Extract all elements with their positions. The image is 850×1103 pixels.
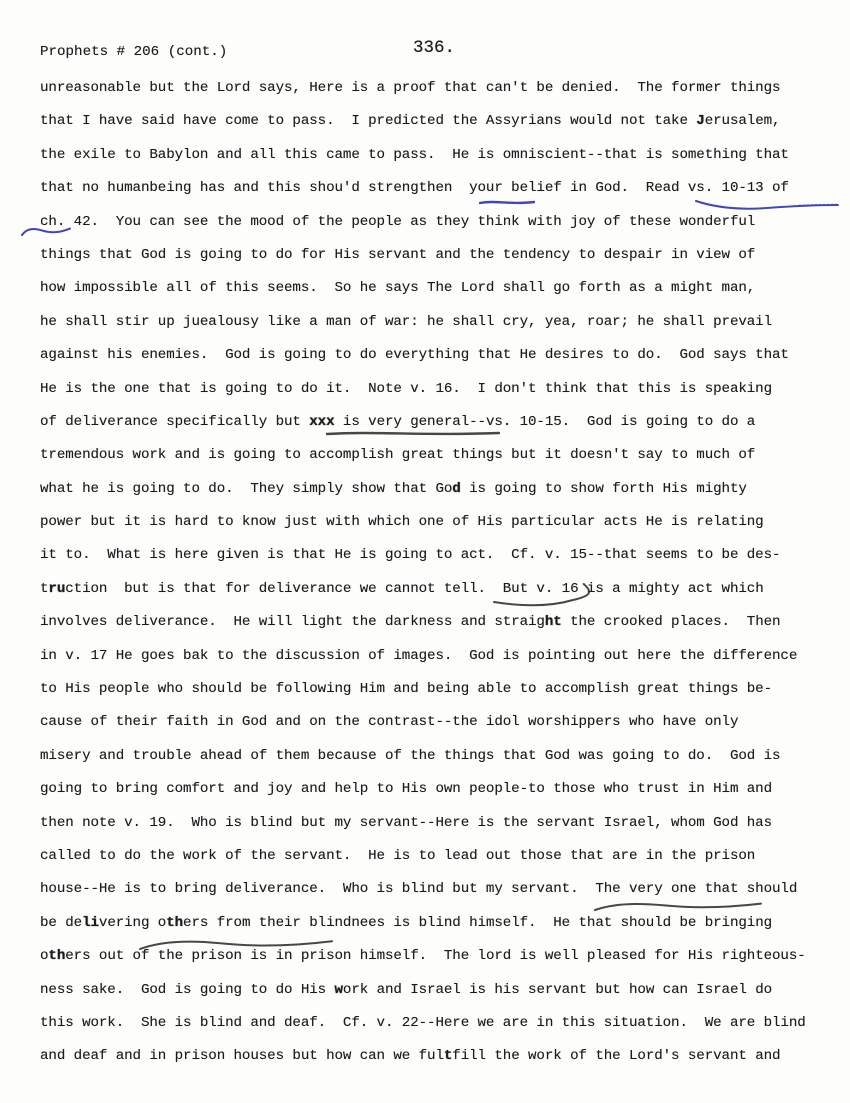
document-header <box>40 44 227 60</box>
overstruck-text: ht <box>544 614 562 631</box>
text-line <box>40 279 840 312</box>
typed-text: unreasonable but the Lord says, Here is a proof that can't be denied. The former things <box>40 80 781 96</box>
typed-text: ch. 42. You can see the mood of the people as they think with joy of these wonderful <box>40 213 756 230</box>
text-line <box>40 981 840 1014</box>
text-line <box>40 580 840 613</box>
overstruck-text: th <box>48 948 66 965</box>
typed-text: then note v. 19. Who is blind but my servant--Here is the servant Israel, whom God has <box>40 814 773 831</box>
typed-text: is very general--vs. 10-15. God is going to do a <box>334 413 756 430</box>
text-line <box>40 446 840 479</box>
document-body <box>40 79 840 1081</box>
typed-text: house--He is to bring deliverance. Who is blind but my servant. The very one that should <box>40 881 798 898</box>
overstruck-text: xxx <box>309 413 335 430</box>
typed-text: of deliverance specifically but <box>40 413 310 430</box>
typed-text: how impossible all of this seems. So he says The Lord shall go forth as a might man, <box>40 280 756 297</box>
typed-text: cause of their faith in God and on the contrast--the idol worshippers who have only <box>40 714 739 731</box>
typed-text: involves deliverance. He will light the darkness and straig <box>40 614 545 631</box>
text-line <box>40 246 840 279</box>
typed-text: is going to show forth His mighty <box>460 480 747 497</box>
text-line <box>40 680 840 713</box>
typed-text: ork and Israel is his servant but how can Israel do <box>342 981 773 998</box>
typed-text: power but it is hard to know just with which one of His particular acts He is relating <box>40 514 764 531</box>
text-line <box>40 780 840 813</box>
text-line <box>40 546 840 579</box>
typed-text: ers from their blindnees is blind himself. He that should be bringing <box>183 914 773 931</box>
typed-text: t <box>40 580 49 597</box>
text-line <box>40 1047 840 1080</box>
typed-text: be de <box>40 914 83 931</box>
overstruck-text: t <box>443 1048 453 1065</box>
text-line <box>40 880 840 913</box>
typed-text: ness sake. God is going to do His <box>40 981 335 998</box>
text-line <box>40 747 840 780</box>
text-line <box>40 179 840 212</box>
typed-text: misery and trouble ahead of them because of the things that God was going to do. God is <box>40 747 781 764</box>
typed-text: going to bring comfort and joy and help to His own people-to those who trust in Him and <box>40 781 773 798</box>
typed-text: He is the one that is going to do it. Note v. 16. I don't think that this is speaking <box>40 380 773 397</box>
text-line <box>40 313 840 346</box>
overstruck-text: w <box>334 981 343 998</box>
text-line <box>40 947 840 980</box>
text-line <box>40 713 840 746</box>
typed-text: he shall stir up juealousy like a man of war: he shall cry, yea, roar; he shall prevail <box>40 313 773 330</box>
typed-text: that no humanbeing has and this shou'd strengthen your belief in God. Read vs. 10-13 of <box>40 180 789 197</box>
text-line <box>40 413 840 446</box>
typed-text: and deaf and in prison houses but how can we ful <box>40 1048 444 1065</box>
text-line <box>40 112 840 145</box>
typed-text: it to. What is here given is that He is going to act. Cf. v. 15--that seems to be des- <box>40 547 781 564</box>
typed-text: the crooked places. Then <box>561 614 781 631</box>
typed-text: vering o <box>98 914 167 931</box>
text-line <box>40 847 840 880</box>
text-line <box>40 213 840 246</box>
typed-text: erusalem, <box>704 113 781 130</box>
typed-text: this work. She is blind and deaf. Cf. v. 22--Here we are in this situation. We are blind <box>40 1014 806 1031</box>
typed-text: ers out of the prison is in prison himself. The lord is well pleased for His righteous- <box>65 948 806 965</box>
typed-text: ction but is that for deliverance we cannot tell. But v. 16 is a mighty act which <box>65 580 764 597</box>
typed-text: things that God is going to do for His servant and the tendency to despair in view of <box>40 246 756 263</box>
typed-text: in v. 17 He goes bak to the discussion of images. God is pointing out here the difference <box>40 647 798 664</box>
text-line <box>40 914 840 947</box>
typed-text: against his enemies. God is going to do everything that He desires to do. God says that <box>40 347 789 364</box>
text-line <box>40 480 840 513</box>
typed-text: that I have said have come to pass. I predicted the Assyrians would not take <box>40 113 697 130</box>
typed-text: fill the work of the Lord's servant and <box>452 1048 781 1065</box>
text-line <box>40 513 840 546</box>
text-line <box>40 346 840 379</box>
text-line <box>40 647 840 680</box>
text-line <box>40 613 840 646</box>
typed-text: what he is going to do. They simply show that Go <box>40 480 453 497</box>
text-line <box>40 1014 840 1047</box>
text-line <box>40 814 840 847</box>
overstruck-text: ru <box>48 580 66 597</box>
typed-text: tremendous work and is going to accomplish great things but it doesn't say to much of <box>40 447 756 464</box>
text-line <box>40 380 840 413</box>
overstruck-text: th <box>166 914 184 931</box>
typed-text: the exile to Babylon and all this came to pass. He is omniscient--that is something that <box>40 146 789 163</box>
page-number: 336. <box>413 38 456 58</box>
text-line <box>40 146 840 179</box>
overstruck-text: li <box>82 914 99 931</box>
overstruck-text: J <box>696 113 705 130</box>
typed-text: o <box>40 948 49 965</box>
header-title: Prophets # 206 (cont.) <box>40 44 228 60</box>
typed-text: to His people who should be following Him and being able to accomplish great things be- <box>40 681 773 698</box>
overstruck-text: d <box>452 480 461 497</box>
typed-text: called to do the work of the servant. He is to lead out those that are in the prison <box>40 847 756 864</box>
text-line <box>40 79 840 112</box>
